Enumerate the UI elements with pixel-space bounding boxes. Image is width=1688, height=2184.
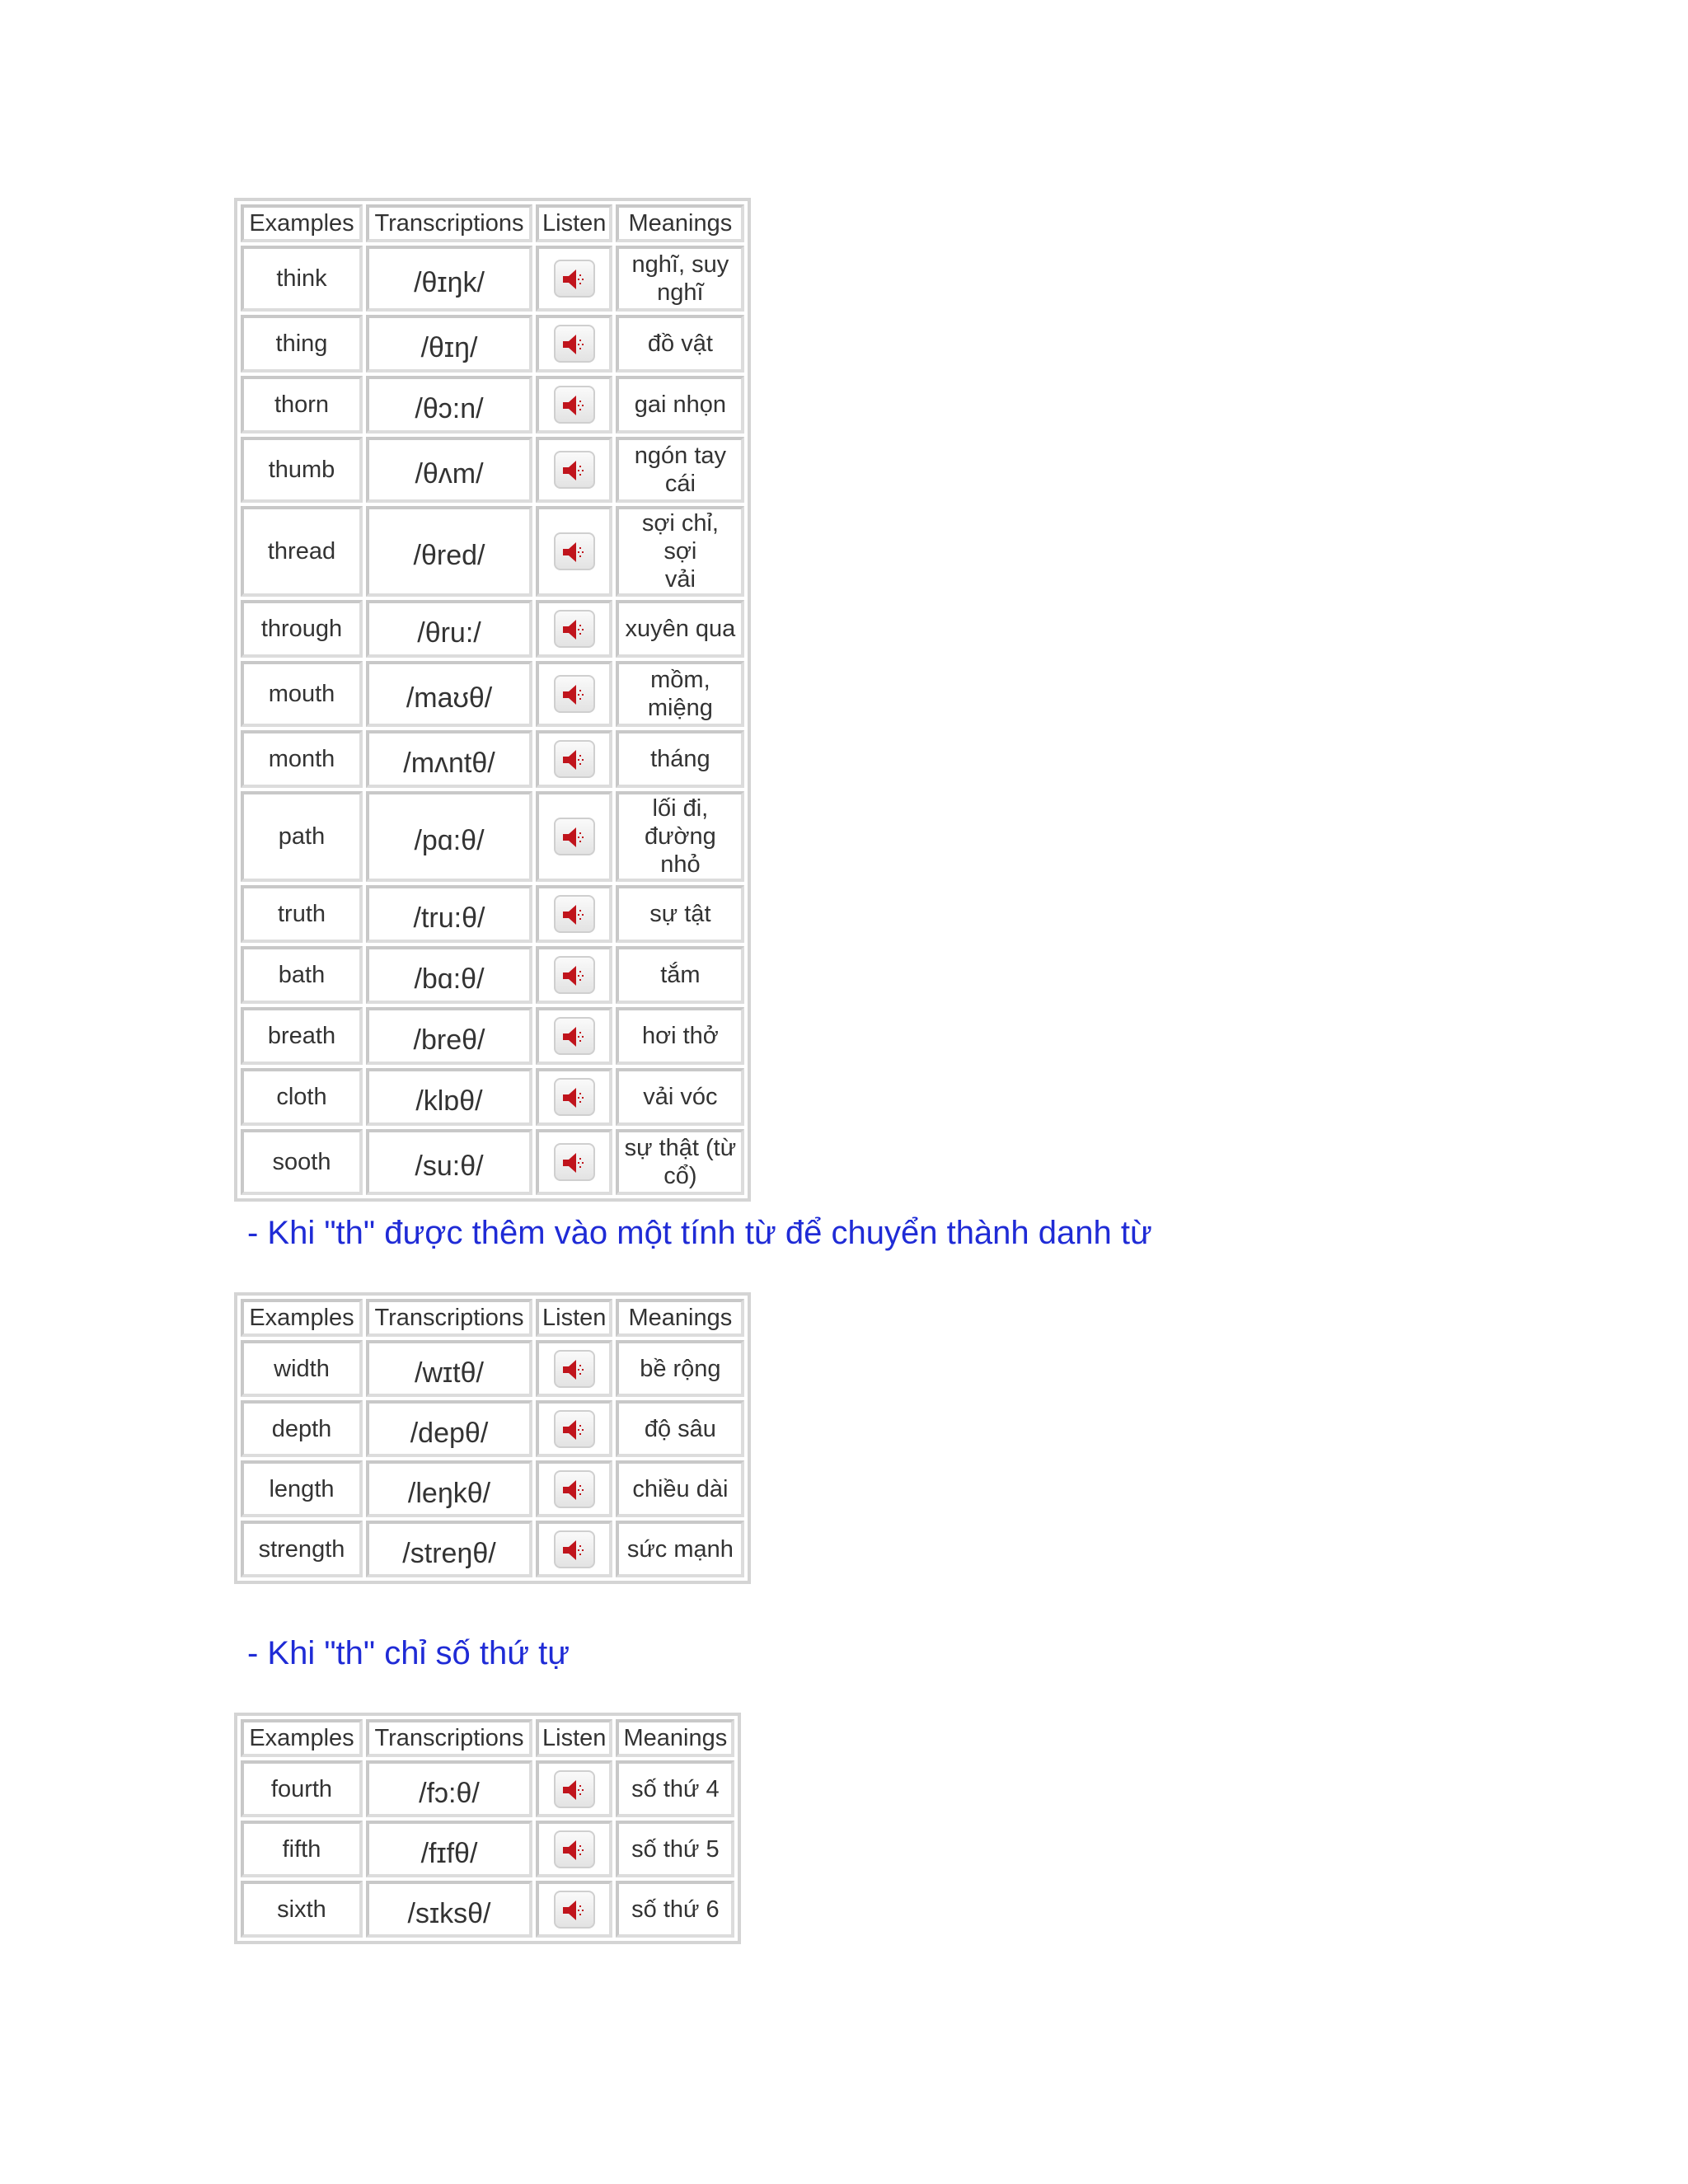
listen-cell	[536, 1068, 612, 1126]
transcription: /mʌntθ/	[366, 730, 532, 788]
meaning: sức mạnh	[616, 1521, 744, 1577]
speaker-icon[interactable]	[554, 1143, 595, 1181]
speaker-icon[interactable]	[554, 1830, 595, 1868]
transcription: /wɪtθ/	[366, 1340, 532, 1397]
meaning: sự thật (từ cổ)	[616, 1129, 744, 1195]
meaning: sự tật	[616, 885, 744, 943]
speaker-icon[interactable]	[554, 532, 595, 570]
table-row	[241, 1821, 734, 1877]
transcription: /sɪksθ/	[366, 1881, 532, 1938]
transcription: /θɔ:n/	[366, 376, 532, 434]
table-row	[241, 1760, 734, 1817]
listen-cell	[536, 1881, 612, 1938]
meaning: xuyên qua	[616, 600, 744, 658]
header-transcriptions: Transcriptions	[366, 204, 532, 242]
meaning: bề rộng	[616, 1340, 744, 1397]
example-word: think	[241, 246, 363, 312]
meaning: tắm	[616, 946, 744, 1004]
example-word: thorn	[241, 376, 363, 434]
meaning: nghĩ, suy nghĩ	[616, 246, 744, 312]
speaker-icon[interactable]	[554, 1078, 595, 1116]
transcription: /breθ/	[366, 1007, 532, 1065]
header-examples: Examples	[241, 204, 363, 242]
example-word: thing	[241, 315, 363, 373]
table-row	[241, 730, 744, 788]
example-word: sixth	[241, 1881, 363, 1938]
transcription: /klɒθ/	[366, 1068, 532, 1126]
example-word: thumb	[241, 437, 363, 503]
listen-cell	[536, 1460, 612, 1517]
transcription: /streŋθ/	[366, 1521, 532, 1577]
table-row	[241, 437, 744, 503]
table-row	[241, 1340, 744, 1397]
speaker-icon[interactable]	[554, 1530, 595, 1568]
speaker-icon[interactable]	[554, 386, 595, 424]
example-word: strength	[241, 1521, 363, 1577]
section-heading-ordinals: - Khi "th" chỉ số thứ tự	[247, 1635, 570, 1671]
example-word: cloth	[241, 1068, 363, 1126]
example-word: thread	[241, 506, 363, 597]
transcription: /θɪŋk/	[366, 246, 532, 312]
transcription: /tru:θ/	[366, 885, 532, 943]
example-word: sooth	[241, 1129, 363, 1195]
meaning: gai nhọn	[616, 376, 744, 434]
table-row	[241, 1007, 744, 1065]
listen-cell	[536, 506, 612, 597]
meaning: sợi chỉ, sợi vải	[616, 506, 744, 597]
listen-cell	[536, 1007, 612, 1065]
meaning: độ sâu	[616, 1400, 744, 1457]
speaker-icon[interactable]	[554, 1410, 595, 1448]
speaker-icon[interactable]	[554, 1017, 595, 1055]
table-row	[241, 1881, 734, 1938]
transcription: /θɪŋ/	[366, 315, 532, 373]
header-transcriptions: Transcriptions	[366, 1299, 532, 1337]
speaker-icon[interactable]	[554, 1350, 595, 1388]
example-word: path	[241, 791, 363, 882]
table-header-row	[241, 1299, 744, 1337]
meaning: số thứ 6	[616, 1881, 734, 1938]
vocab-table-3	[234, 1713, 741, 1944]
table-row	[241, 246, 744, 312]
listen-cell	[536, 1400, 612, 1457]
header-transcriptions: Transcriptions	[366, 1719, 532, 1757]
meaning: vải vóc	[616, 1068, 744, 1126]
transcription: /leŋkθ/	[366, 1460, 532, 1517]
example-word: bath	[241, 946, 363, 1004]
header-meanings: Meanings	[616, 1719, 734, 1757]
speaker-icon[interactable]	[554, 895, 595, 933]
transcription: /θru:/	[366, 600, 532, 658]
listen-cell	[536, 1129, 612, 1195]
table-row	[241, 376, 744, 434]
speaker-icon[interactable]	[554, 325, 595, 363]
transcription: /maʊθ/	[366, 661, 532, 727]
speaker-icon[interactable]	[554, 1891, 595, 1929]
header-examples: Examples	[241, 1299, 363, 1337]
table-row	[241, 1400, 744, 1457]
listen-cell	[536, 1340, 612, 1397]
header-meanings: Meanings	[616, 204, 744, 242]
header-listen: Listen	[536, 1719, 612, 1757]
listen-cell	[536, 791, 612, 882]
header-examples: Examples	[241, 1719, 363, 1757]
table-header-row	[241, 1719, 734, 1757]
speaker-icon[interactable]	[554, 451, 595, 489]
meaning: đồ vật	[616, 315, 744, 373]
table-header-row	[241, 204, 744, 242]
table-row	[241, 791, 744, 882]
table-row	[241, 315, 744, 373]
section-heading-nouns: - Khi "th" được thêm vào một tính từ để chuyển thành danh từ	[247, 1215, 1152, 1251]
speaker-icon[interactable]	[554, 260, 595, 298]
listen-cell	[536, 1821, 612, 1877]
listen-cell	[536, 885, 612, 943]
vocab-table-1	[234, 198, 751, 1202]
table-row	[241, 885, 744, 943]
meaning: số thứ 5	[616, 1821, 734, 1877]
vocab-table-2	[234, 1292, 751, 1584]
meaning: hơi thở	[616, 1007, 744, 1065]
example-word: breath	[241, 1007, 363, 1065]
transcription: /θʌm/	[366, 437, 532, 503]
table-row	[241, 1521, 744, 1577]
speaker-icon[interactable]	[554, 1470, 595, 1508]
meaning: mồm, miệng	[616, 661, 744, 727]
listen-cell	[536, 730, 612, 788]
table-row	[241, 661, 744, 727]
meaning: tháng	[616, 730, 744, 788]
example-word: width	[241, 1340, 363, 1397]
transcription: /su:θ/	[366, 1129, 532, 1195]
table-row	[241, 600, 744, 658]
header-listen: Listen	[536, 204, 612, 242]
example-word: length	[241, 1460, 363, 1517]
listen-cell	[536, 315, 612, 373]
speaker-icon[interactable]	[554, 956, 595, 994]
meaning: lối đi, đường nhỏ	[616, 791, 744, 882]
transcription: /pɑ:θ/	[366, 791, 532, 882]
meaning: số thứ 4	[616, 1760, 734, 1817]
header-listen: Listen	[536, 1299, 612, 1337]
table-row	[241, 946, 744, 1004]
meaning: ngón tay cái	[616, 437, 744, 503]
example-word: fifth	[241, 1821, 363, 1877]
transcription: /θred/	[366, 506, 532, 597]
speaker-icon[interactable]	[554, 1770, 595, 1808]
example-word: month	[241, 730, 363, 788]
example-word: through	[241, 600, 363, 658]
example-word: truth	[241, 885, 363, 943]
transcription: /fɪfθ/	[366, 1821, 532, 1877]
example-word: mouth	[241, 661, 363, 727]
listen-cell	[536, 246, 612, 312]
listen-cell	[536, 600, 612, 658]
speaker-icon[interactable]	[554, 675, 595, 713]
speaker-icon[interactable]	[554, 740, 595, 778]
listen-cell	[536, 1760, 612, 1817]
table-row	[241, 1129, 744, 1195]
transcription: /bɑ:θ/	[366, 946, 532, 1004]
meaning: chiều dài	[616, 1460, 744, 1517]
listen-cell	[536, 946, 612, 1004]
listen-cell	[536, 437, 612, 503]
table-row	[241, 506, 744, 597]
listen-cell	[536, 1521, 612, 1577]
listen-cell	[536, 661, 612, 727]
transcription: /fɔ:θ/	[366, 1760, 532, 1817]
speaker-icon[interactable]	[554, 610, 595, 648]
transcription: /depθ/	[366, 1400, 532, 1457]
header-meanings: Meanings	[616, 1299, 744, 1337]
speaker-icon[interactable]	[554, 818, 595, 855]
table-row	[241, 1460, 744, 1517]
example-word: fourth	[241, 1760, 363, 1817]
table-row	[241, 1068, 744, 1126]
listen-cell	[536, 376, 612, 434]
example-word: depth	[241, 1400, 363, 1457]
